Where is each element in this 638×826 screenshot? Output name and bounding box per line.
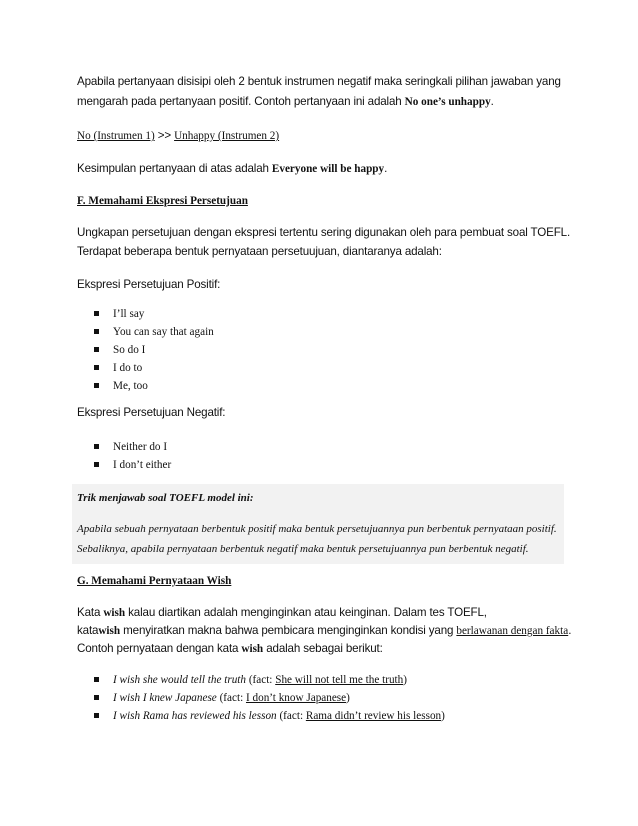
paragraph-g-line-1 [77,605,487,621]
bullet-square-icon [94,311,99,316]
tip-line-1: Apabila sebuah pernyataan berbentuk positif maka bentuk persetujuannya pun berbentuk pernyataan positif. [77,523,557,535]
bullet-square-icon [94,677,99,682]
paragraph-g-text: adalah sebagai berikut: [263,642,383,655]
bullet-square-icon [94,347,99,352]
document-page: Apabila pertanyaan disisipi oleh 2 bentuk instrumen negatif maka seringkali pilihan jawaban yang mengarah pada pertanyaan positif. Contoh pertanyaan ini adalah No one’s unhappy. No (Instrumen 1) >> Unhappy (Instrumen 2) Kesimpulan pertanyaan di atas adalah Everyone will be happy. F. Memahami Ekspresi Persetujuan Ungkapan persetujuan dengan ekspresi tertentu sering digunakan oleh para pembuat soal TOEFL. Terdapat beberapa bentuk pernyataan persetuujuan, diantaranya adalah: Ekspresi Persetujuan Positif: I’ll say You can say that again So do I I do to Me, too Ekspresi Persetujuan Negatif: Neither do I I don’t either Trik menjawab soal TOEFL model ini: Apabila sebuah pernyataan berbentuk positif maka bentuk persetujuannya pun berbentuk pernyataan positif. Sebaliknya, apabila pernyataan berbentuk negatif maka bentuk persetujuannya pun berbentuk negatif. G. Memahami Pernyataan Wish Kata wish kalau diartikan adalah menginginkan atau keinginan. Dalam tes TOEFL, katawish menyiratkan makna bahwa pembicara menginginkan kondisi yang berlawanan dengan fakta. Contoh pernyataan dengan kata wish adalah sebagai berikut: I wish she would tell the truth (fact: She will not tell me the truth) I wish I knew Japanese (fact: I don’t know Japanese) I wish Rama has reviewed his lesson (fact: Rama didn’t review his lesson) [0,0,638,826]
example-no-ones-unhappy: No one’s unhappy [404,96,491,108]
fact-close: ) [403,674,407,686]
period: . [490,95,494,108]
bullet-square-icon [94,695,99,700]
paragraph-g-text: Kata [77,606,104,619]
conclusion-bold: Everyone will be happy [271,163,385,175]
paragraph-1-line-1: Apabila pertanyaan disisipi oleh 2 bentuk instrumen negatif maka seringkali pilihan jawaban yang [77,75,561,88]
instrument-2: Unhappy (Instrumen 2) [174,130,280,142]
fact-close: ) [346,692,350,704]
paragraph-g-text: kalau diartikan adalah menginginkan atau keinginan. Dalam tes TOEFL, [125,606,487,619]
fact-text: She will not tell me the truth [275,674,404,686]
paragraph-g-text: menyiratkan makna bahwa pembicara menginginkan kondisi yang [120,624,457,637]
wish-example: I wish she would tell the truth [113,674,247,686]
paragraph-g-line-2 [77,623,571,639]
bullet-square-icon [94,329,99,334]
fact-close: ) [441,710,445,722]
tip-line-2: Sebaliknya, apabila pernyataan berbentuk negatif maka bentuk persetujuannya pun berbentuk negatif. [77,543,529,555]
positive-label: Ekspresi Persetujuan Positif: [77,278,221,291]
section-g-heading: G. Memahami Pernyataan Wish [77,575,232,587]
conclusion-line [77,161,387,177]
bullet-square-icon [94,713,99,718]
fact-open: (fact: [216,692,246,704]
bullet-square-icon [94,365,99,370]
keyword-wish: wish [103,607,126,619]
section-f-heading: F. Memahami Ekspresi Persetujuan [77,195,248,207]
keyword-wish: wish [241,643,264,655]
fact-text: Rama didn’t review his lesson [305,710,442,722]
keyword-wish: wish [98,625,121,637]
instrument-1: No (Instrumen 1) [77,130,155,142]
conclusion-text: Kesimpulan pertanyaan di atas adalah [77,162,272,175]
paragraph-f-line-2: Terdapat beberapa bentuk pernyataan persetuujuan, diantaranya adalah: [77,245,442,258]
paragraph-g-line-3 [77,641,383,657]
wish-example: I wish I knew Japanese [113,692,217,704]
wish-example: I wish Rama has reviewed his lesson [113,710,277,722]
fact-open: (fact: [246,674,276,686]
bullet-square-icon [94,444,99,449]
instrument-line [77,128,279,144]
negative-label: Ekspresi Persetujuan Negatif: [77,406,226,419]
paragraph-g-text: kata [77,624,99,637]
tip-title: Trik menjawab soal TOEFL model ini: [77,492,254,504]
paragraph-1-text: mengarah pada pertanyaan positif. Contoh pertanyaan ini adalah [77,95,405,108]
bullet-square-icon [94,383,99,388]
fact-text: I don’t know Japanese [245,692,347,704]
period: . [568,624,572,637]
period: . [384,162,388,175]
paragraph-1-line-2 [77,94,494,110]
fact-open: (fact: [276,710,306,722]
bullet-square-icon [94,462,99,467]
underlined-phrase: berlawanan dengan fakta [456,625,569,637]
paragraph-g-text: Contoh pernyataan dengan kata [77,642,242,655]
paragraph-f-line-1: Ungkapan persetujuan dengan ekspresi tertentu sering digunakan oleh para pembuat soal TOEFL. [77,226,571,239]
instrument-separator: >> [154,129,175,142]
